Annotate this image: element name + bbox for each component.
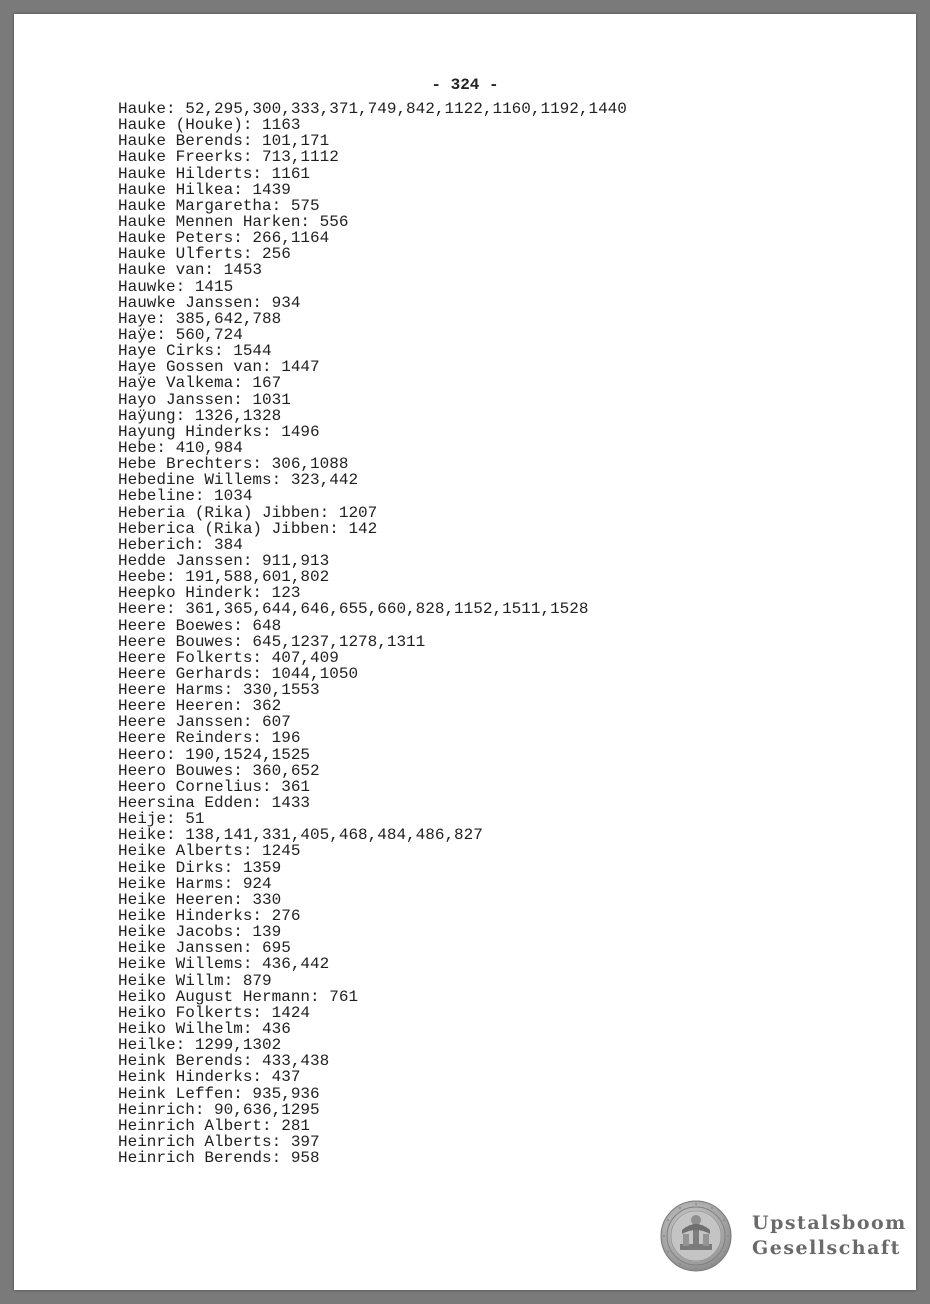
name-index-list <box>118 101 627 1166</box>
logo-line-2: Gesellschaft <box>752 1237 901 1259</box>
index-entry: Heere Reinders: 196 <box>118 729 301 748</box>
index-entry: Hauke Margaretha: 575 <box>118 196 320 215</box>
index-entry: Heiko August Hermann: 761 <box>118 987 359 1006</box>
index-entry: Haÿe Valkema: 167 <box>118 374 282 393</box>
index-entry: Hauke Ulferts: 256 <box>118 245 291 264</box>
logo-line-1: Upstalsboom <box>752 1212 907 1234</box>
index-entry: Haÿe: 560,724 <box>118 325 243 344</box>
index-entry: Heberica (Rika) Jibben: 142 <box>118 519 378 538</box>
index-entry: Haÿung: 1326,1328 <box>118 406 282 425</box>
index-entry: Heije: 51 <box>118 810 205 829</box>
index-entry: Hedde Janssen: 911,913 <box>118 551 330 570</box>
index-entry: Heinrich Berends: 958 <box>118 1149 320 1168</box>
index-entry: Hauwke: 1415 <box>118 277 234 296</box>
index-entry: Hauke Hilkea: 1439 <box>118 180 291 199</box>
index-entry: Heere Folkerts: 407,409 <box>118 648 339 667</box>
index-entry: Heike Janssen: 695 <box>118 939 291 958</box>
index-entry: Heike Willems: 436,442 <box>118 955 330 974</box>
index-entry: Hauke Mennen Harken: 556 <box>118 212 349 231</box>
index-entry: Heink Hinderks: 437 <box>118 1068 301 1087</box>
index-entry: Heike Heeren: 330 <box>118 890 282 909</box>
document-page <box>14 14 916 1290</box>
index-entry: Heike Hinderks: 276 <box>118 907 301 926</box>
society-logo <box>660 1200 907 1272</box>
index-entry: Hauke (Houke): 1163 <box>118 116 301 135</box>
index-entry: Heero: 190,1524,1525 <box>118 745 311 764</box>
index-entry: Heike Willm: 879 <box>118 971 272 990</box>
index-entry: Heere Boewes: 648 <box>118 616 282 635</box>
index-entry: Heinrich Albert: 281 <box>118 1116 311 1135</box>
index-entry: Heike: 138,141,331,405,468,484,486,827 <box>118 826 483 845</box>
index-entry: Heike Harms: 924 <box>118 874 272 893</box>
page-number: - 324 - <box>431 76 499 94</box>
index-entry: Hauke Peters: 266,1164 <box>118 229 330 248</box>
index-entry: Heere Bouwes: 645,1237,1278,1311 <box>118 632 426 651</box>
index-entry: Heere: 361,365,644,646,655,660,828,1152,1511,1528 <box>118 600 589 619</box>
index-entry: Hebe: 410,984 <box>118 438 243 457</box>
index-entry: Haye: 385,642,788 <box>118 309 282 328</box>
index-entry: Haye Gossen van: 1447 <box>118 358 320 377</box>
index-entry: Heiko Folkerts: 1424 <box>118 1003 311 1022</box>
index-entry: Heink Leffen: 935,936 <box>118 1084 320 1103</box>
index-entry: Hauke Hilderts: 1161 <box>118 164 311 183</box>
index-entry: Heilke: 1299,1302 <box>118 1036 282 1055</box>
index-entry: Heersina Edden: 1433 <box>118 794 311 813</box>
seal-icon <box>660 1200 732 1272</box>
index-entry: Hauke Freerks: 713,1112 <box>118 148 339 167</box>
index-entry: Heinrich: 90,636,1295 <box>118 1100 320 1119</box>
index-entry: Hebe Brechters: 306,1088 <box>118 455 349 474</box>
index-entry: Heepko Hinderk: 123 <box>118 584 301 603</box>
index-entry: Heere Gerhards: 1044,1050 <box>118 664 359 683</box>
index-entry: Heere Harms: 330,1553 <box>118 681 320 700</box>
index-entry: Hebedine Willems: 323,442 <box>118 471 359 490</box>
index-entry: Heike Jacobs: 139 <box>118 923 282 942</box>
index-entry: Heink Berends: 433,438 <box>118 1052 330 1071</box>
index-entry: Heero Bouwes: 360,652 <box>118 761 320 780</box>
index-entry: Heiko Wilhelm: 436 <box>118 1020 291 1039</box>
index-entry: Heere Heeren: 362 <box>118 697 282 716</box>
index-entry: Hauke Berends: 101,171 <box>118 132 330 151</box>
index-entry: Hauke: 52,295,300,333,371,749,842,1122,1160,1192,1440 <box>118 100 627 118</box>
index-entry: Hayo Janssen: 1031 <box>118 390 291 409</box>
index-entry: Hauwke Janssen: 934 <box>118 293 301 312</box>
index-entry: Heero Cornelius: 361 <box>118 777 311 796</box>
index-entry: Heberich: 384 <box>118 535 243 554</box>
index-entry: Heebe: 191,588,601,802 <box>118 568 330 587</box>
index-entry: Hebeline: 1034 <box>118 487 253 506</box>
index-entry: Heere Janssen: 607 <box>118 713 291 732</box>
index-entry: Hauke van: 1453 <box>118 261 263 280</box>
logo-text <box>752 1211 907 1261</box>
index-entry: Heike Alberts: 1245 <box>118 842 301 861</box>
index-entry: Haye Cirks: 1544 <box>118 342 272 361</box>
index-entry: Heberia (Rika) Jibben: 1207 <box>118 503 378 522</box>
index-entry: Hayung Hinderks: 1496 <box>118 422 320 441</box>
index-entry: Heike Dirks: 1359 <box>118 858 282 877</box>
index-entry: Heinrich Alberts: 397 <box>118 1133 320 1151</box>
